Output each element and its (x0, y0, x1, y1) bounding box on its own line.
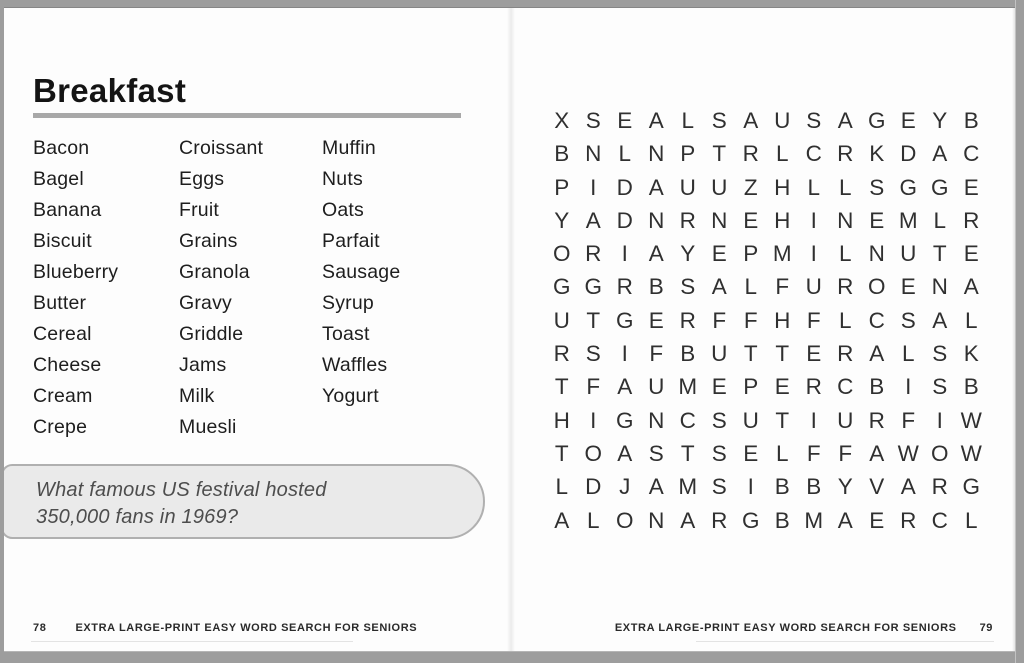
grid-letter: T (554, 440, 569, 466)
grid-letter: R (900, 507, 917, 533)
grid-letter: B (648, 274, 664, 300)
book-edge-right (1015, 0, 1024, 663)
grid-letter: A (554, 507, 570, 533)
grid-letter: S (711, 474, 727, 500)
grid-row (546, 137, 987, 170)
grid-letter: R (837, 341, 854, 367)
grid-letter: A (743, 108, 759, 133)
grid-letter: L (807, 174, 820, 200)
word-column (322, 133, 400, 443)
grid-letter: I (810, 207, 817, 233)
grid-letter: H (774, 174, 791, 200)
grid-letter: L (618, 141, 631, 167)
grid-letter: D (616, 207, 633, 233)
grid-letter: F (649, 341, 664, 367)
right-page-number: 79 (979, 622, 993, 634)
grid-letter: L (744, 274, 757, 300)
grid-letter: N (711, 207, 728, 233)
grid-letter: N (868, 241, 885, 267)
grid-letter: C (963, 141, 980, 167)
grid-letter: E (743, 440, 759, 466)
grid-letter: X (554, 108, 570, 133)
grid-letter: T (775, 341, 790, 367)
grid-letter: R (931, 474, 948, 500)
word-list-item: Gravy (179, 292, 233, 314)
grid-letter: L (838, 241, 852, 267)
grid-letter: Y (680, 241, 696, 267)
grid-letter: E (711, 241, 727, 267)
word-list-item: Eggs (179, 168, 225, 190)
grid-letter: R (679, 307, 696, 333)
grid-letter: A (648, 108, 664, 133)
grid-letter: H (774, 307, 791, 333)
grid-letter: N (648, 507, 665, 533)
grid-letter: G (962, 474, 980, 500)
word-list-item: Parfait (322, 230, 380, 252)
grid-letter: S (585, 341, 601, 367)
word-list-item: Fruit (179, 199, 219, 221)
word-list-item: Muesli (179, 416, 237, 438)
grid-letter: I (621, 241, 628, 267)
grid-letter: Y (932, 108, 948, 133)
grid-letter: D (900, 141, 917, 167)
grid-letter: L (901, 341, 915, 367)
grid-letter: J (619, 474, 631, 500)
grid-letter: L (964, 507, 978, 533)
word-list-item: Cream (33, 385, 93, 407)
grid-letter: R (679, 207, 696, 233)
grid-letter: E (869, 207, 885, 233)
grid-letter: E (869, 507, 885, 533)
word-list-item: Jams (179, 354, 227, 376)
grid-letter: C (837, 374, 854, 400)
grid-letter: I (621, 341, 628, 367)
grid-letter: L (838, 307, 852, 333)
word-list-item: Bagel (33, 168, 84, 190)
grid-letter: U (805, 274, 822, 300)
grid-letter: I (936, 407, 943, 433)
grid-letter: A (585, 207, 601, 233)
grid-letter: A (932, 141, 948, 167)
word-column (179, 133, 322, 443)
puzzle-title: Breakfast (33, 72, 187, 109)
word-list-item: Toast (322, 323, 370, 345)
grid-letter: T (712, 141, 727, 167)
grid-letter: S (711, 108, 727, 133)
grid-letter: S (585, 108, 601, 133)
grid-letter: Y (837, 474, 853, 500)
grid-letter: G (899, 174, 917, 200)
grid-letter: M (678, 474, 698, 500)
grid-letter: E (617, 108, 633, 133)
grid-letter: R (837, 274, 854, 300)
word-column (33, 133, 179, 443)
grid-letter: F (806, 307, 821, 333)
grid-letter: B (869, 374, 885, 400)
grid-letter: I (590, 407, 597, 433)
grid-letter: P (743, 374, 759, 400)
grid-letter: K (963, 341, 979, 367)
grid-letter: M (678, 374, 698, 400)
grid-letter: U (648, 374, 665, 400)
grid-letter: D (616, 174, 633, 200)
grid-letter: B (554, 141, 570, 167)
grid-letter: N (648, 407, 665, 433)
grid-letter: T (586, 307, 601, 333)
grid-letter: L (555, 474, 568, 500)
grid-letter: C (805, 141, 822, 167)
grid-letter: B (774, 474, 790, 500)
grid-letter: T (743, 341, 758, 367)
grid-letter: B (774, 507, 790, 533)
grid-letter: R (837, 141, 854, 167)
grid-letter: M (772, 241, 792, 267)
word-list (33, 133, 400, 443)
grid-letter: E (963, 241, 979, 267)
grid-letter: W (897, 440, 919, 466)
grid-letter: L (775, 440, 789, 466)
left-running-title: EXTRA LARGE-PRINT EASY WORD SEARCH FOR SENIORS (75, 622, 418, 634)
grid-letter: A (869, 440, 885, 466)
grid-letter: G (584, 274, 602, 300)
grid-letter: O (584, 440, 602, 466)
right-footer (615, 622, 993, 634)
grid-row (546, 470, 987, 503)
grid-letter: Z (743, 174, 758, 200)
grid-letter: S (932, 374, 948, 400)
book-edge-bottom (0, 651, 1024, 663)
grid-letter: W (960, 440, 982, 466)
grid-letter: I (810, 407, 817, 433)
grid-letter: S (932, 341, 948, 367)
grid-letter: E (774, 374, 790, 400)
right-running-title: EXTRA LARGE-PRINT EASY WORD SEARCH FOR SENIORS (614, 622, 957, 634)
word-list-item: Butter (33, 292, 87, 314)
grid-letter: H (553, 407, 570, 433)
grid-letter: G (615, 307, 634, 333)
book-edge-left (0, 0, 4, 663)
word-list-item: Biscuit (33, 230, 92, 252)
grid-letter: U (774, 108, 791, 133)
grid-letter: G (741, 507, 760, 533)
grid-letter: N (648, 141, 665, 167)
grid-letter: A (837, 507, 853, 533)
grid-row (546, 304, 987, 337)
grid-row (546, 337, 987, 370)
word-list-item: Granola (179, 261, 250, 283)
grid-letter: T (680, 440, 695, 466)
grid-letter: R (805, 374, 822, 400)
grid-letter: U (679, 174, 696, 200)
grid-letter: A (648, 174, 664, 200)
grid-letter: U (553, 307, 570, 333)
grid-letter: S (680, 274, 696, 300)
grid-letter: A (869, 341, 885, 367)
grid-letter: O (867, 274, 886, 300)
page-seam (507, 8, 515, 651)
grid-letter: R (616, 274, 633, 300)
grid-letter: G (930, 174, 949, 200)
grid-letter: A (900, 474, 916, 500)
grid-letter: P (680, 141, 696, 167)
grid-letter: A (837, 108, 853, 133)
grid-letter: F (775, 274, 790, 300)
grid-letter: A (648, 241, 664, 267)
grid-letter: N (931, 274, 948, 300)
grid-letter: R (553, 341, 570, 367)
grid-row (546, 204, 987, 237)
word-list-item: Banana (33, 199, 102, 221)
book-edge-top (0, 0, 1024, 8)
word-list-item: Grains (179, 230, 238, 252)
grid-letter: P (554, 174, 570, 200)
grid-letter: U (742, 407, 759, 433)
word-list-item: Yogurt (322, 385, 379, 407)
grid-letter: F (806, 440, 821, 466)
grid-letter: S (900, 307, 916, 333)
grid-row (546, 504, 987, 537)
grid-letter: E (900, 274, 916, 300)
grid-letter: E (743, 207, 759, 233)
grid-row (546, 171, 987, 204)
grid-letter: E (900, 108, 916, 133)
grid-letter: L (838, 174, 852, 200)
grid-letter: F (712, 307, 727, 333)
grid-letter: S (711, 440, 727, 466)
grid-letter: B (963, 374, 979, 400)
grid-letter: U (711, 341, 728, 367)
grid-letter: S (806, 108, 822, 133)
grid-row (546, 270, 987, 303)
grid-letter: M (804, 507, 824, 533)
left-footer (33, 622, 417, 634)
grid-letter: F (838, 440, 853, 466)
grid-letter: G (867, 108, 886, 133)
grid-letter: S (648, 440, 664, 466)
grid-letter: G (615, 407, 634, 433)
grid-letter: Y (554, 207, 570, 233)
grid-letter: A (711, 274, 727, 300)
grid-letter: A (617, 440, 633, 466)
grid-letter: R (742, 141, 759, 167)
grid-letter: L (775, 141, 789, 167)
grid-letter: F (586, 374, 601, 400)
trivia-box (1, 464, 485, 539)
grid-letter: P (743, 241, 759, 267)
grid-letter: I (590, 174, 597, 200)
grid-letter: I (905, 374, 912, 400)
grid-letter: E (648, 307, 664, 333)
grid-letter: N (648, 207, 665, 233)
grid-letter: R (868, 407, 885, 433)
grid-letter: T (932, 241, 947, 267)
grid-letter: A (680, 507, 696, 533)
right-footer-rule (696, 641, 994, 642)
grid-letter: D (585, 474, 602, 500)
grid-letter: B (680, 341, 696, 367)
word-list-item: Cheese (33, 354, 102, 376)
word-list-item: Milk (179, 385, 215, 407)
grid-letter: I (810, 241, 817, 267)
grid-letter: V (869, 474, 885, 500)
grid-letter: C (931, 507, 948, 533)
grid-letter: C (868, 307, 885, 333)
grid-letter: U (900, 241, 917, 267)
word-list-item: Bacon (33, 137, 90, 159)
grid-letter: A (963, 274, 979, 300)
grid-row (546, 237, 987, 270)
grid-letter: O (615, 507, 634, 533)
grid-row (546, 404, 987, 437)
grid-letter: S (869, 174, 885, 200)
grid-letter: T (554, 374, 569, 400)
grid-letter: L (933, 207, 946, 233)
grid-letter: L (964, 307, 978, 333)
grid-letter: N (837, 207, 854, 233)
grid-letter: G (552, 274, 571, 300)
grid-letter: K (869, 141, 885, 167)
grid-letter: M (898, 207, 918, 233)
grid-letter: A (648, 474, 664, 500)
trivia-question-line2: 350,000 fans in 1969? (36, 506, 239, 528)
word-list-item: Croissant (179, 137, 264, 159)
grid-letter: A (932, 307, 948, 333)
word-list-item: Crepe (33, 416, 88, 438)
word-list-item: Cereal (33, 323, 92, 345)
grid-letter: L (681, 108, 694, 133)
word-list-item: Griddle (179, 323, 244, 345)
word-search-grid (546, 104, 987, 537)
grid-letter: U (837, 407, 854, 433)
grid-letter: C (679, 407, 696, 433)
grid-letter: N (585, 141, 602, 167)
word-list-item: Oats (322, 199, 364, 221)
grid-letter: H (774, 207, 791, 233)
grid-letter: I (747, 474, 754, 500)
grid-letter: O (930, 440, 949, 466)
grid-letter: W (960, 407, 982, 433)
title-underline-rule (33, 113, 461, 118)
word-list-item: Syrup (322, 292, 374, 314)
grid-letter: T (775, 407, 790, 433)
grid-row (546, 104, 987, 137)
left-page-number: 78 (33, 622, 47, 634)
grid-row (546, 437, 987, 470)
grid-letter: O (552, 241, 571, 267)
word-list-item: Sausage (322, 261, 401, 283)
word-list-item: Waffles (322, 354, 388, 376)
grid-row (546, 370, 987, 403)
grid-letter: R (585, 241, 602, 267)
grid-letter: F (743, 307, 758, 333)
grid-letter: U (711, 174, 728, 200)
grid-letter: E (711, 374, 727, 400)
grid-letter: L (586, 507, 600, 533)
word-list-item: Muffin (322, 137, 376, 159)
word-list-item: Blueberry (33, 261, 119, 283)
left-footer-rule (31, 641, 353, 642)
grid-letter: S (711, 407, 727, 433)
grid-letter: R (711, 507, 728, 533)
grid-letter: E (806, 341, 822, 367)
grid-letter: A (617, 374, 633, 400)
grid-letter: R (963, 207, 980, 233)
grid-letter: B (963, 108, 979, 133)
grid-letter: E (963, 174, 979, 200)
grid-letter: B (806, 474, 822, 500)
trivia-question-line1: What famous US festival hosted (36, 479, 327, 501)
word-list-item: Nuts (322, 168, 363, 190)
grid-letter: F (901, 407, 916, 433)
